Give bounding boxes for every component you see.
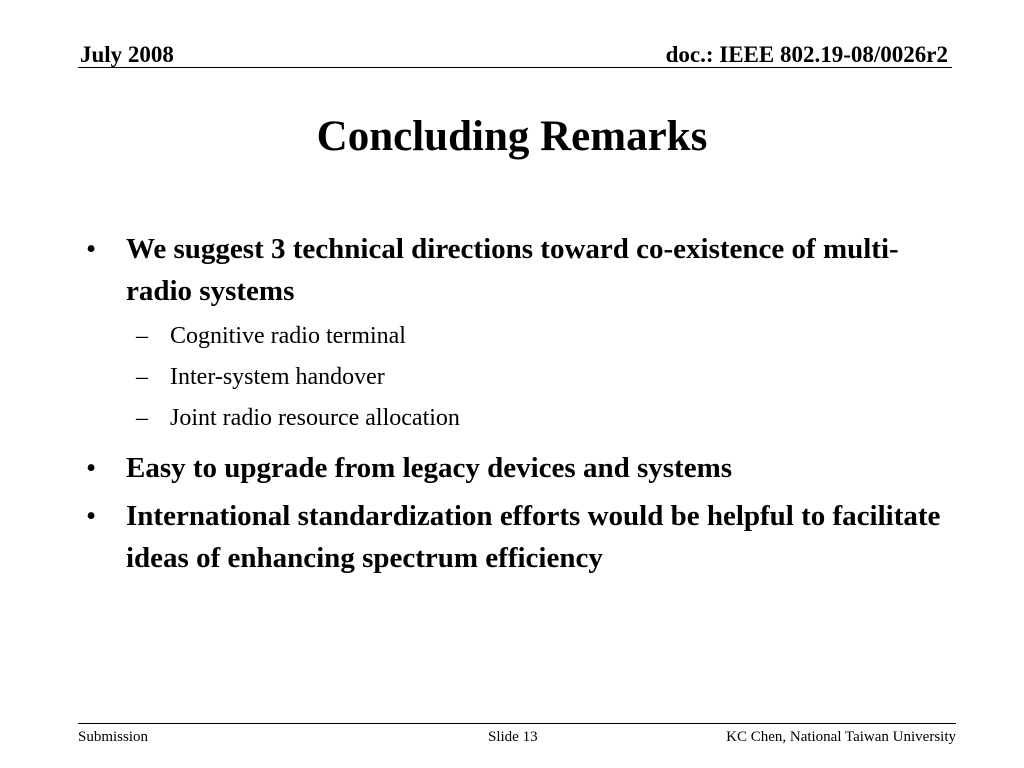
footer-author: KC Chen, National Taiwan University (726, 729, 956, 745)
sub-bullet-item (126, 316, 946, 357)
sub-bullet-text: Joint radio resource allocation (170, 405, 460, 431)
sub-bullet-text: Inter-system handover (170, 364, 385, 390)
header-divider (78, 67, 952, 68)
sub-bullet-marker: – (136, 405, 148, 431)
bullet-marker: • (86, 500, 97, 532)
bullet-text: We suggest 3 technical directions toward co-existence of multi-radio systems (126, 233, 899, 307)
header-doc-id: doc.: IEEE 802.19-08/0026r2 (665, 42, 948, 67)
bullet-item (86, 228, 946, 439)
header-date: July 2008 (80, 42, 174, 67)
sub-bullet-text: Cognitive radio terminal (170, 323, 406, 349)
footer-submission: Submission (78, 729, 149, 745)
sub-bullet-item (126, 398, 946, 439)
sub-bullet-marker: – (136, 323, 148, 349)
bullet-marker: • (86, 452, 97, 484)
sub-bullet-marker: – (136, 364, 148, 390)
footer-slide-number: Slide 13 (488, 729, 538, 745)
slide-title: Concluding Remarks (316, 113, 708, 160)
sub-bullet-list (126, 316, 946, 439)
footer-divider (78, 723, 956, 724)
bullet-text: International standardization efforts would be helpful to facilitate ideas of enhancing spectrum efficiency (126, 500, 941, 574)
bullet-item (86, 447, 946, 489)
bullet-marker: • (86, 233, 97, 265)
bullet-text: Easy to upgrade from legacy devices and systems (126, 452, 733, 484)
sub-bullet-item (126, 357, 946, 398)
bullet-list (86, 228, 946, 585)
bullet-item (86, 495, 946, 579)
